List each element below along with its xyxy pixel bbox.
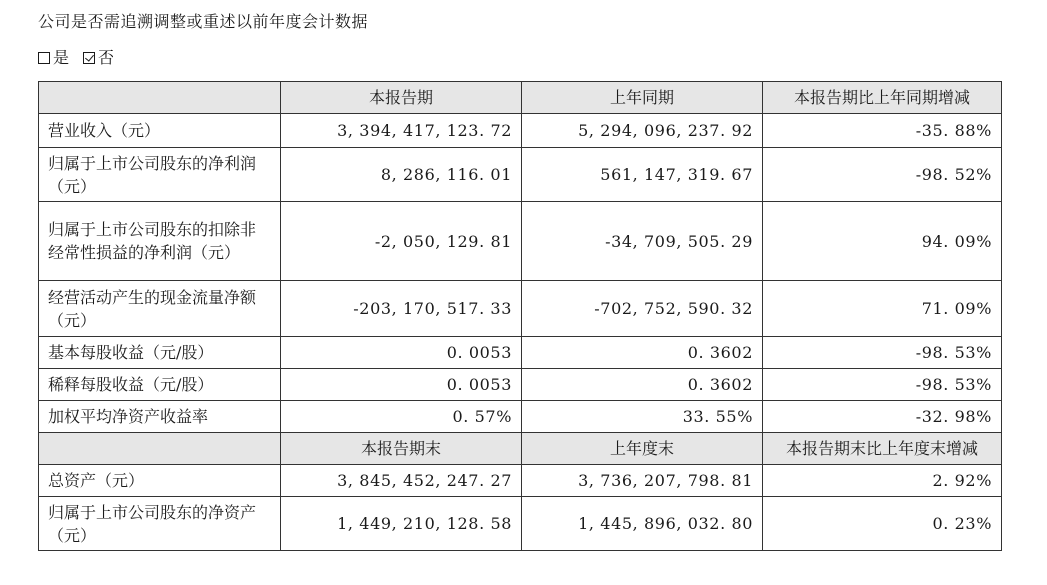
row-label: 稀释每股收益（元/股） — [39, 369, 281, 401]
header-cell-change: 本报告期末比上年度末增减 — [763, 433, 1002, 465]
table-row — [39, 369, 1002, 401]
row-label: 归属于上市公司股东的净利润（元） — [39, 148, 281, 202]
cell-change: 94. 09% — [763, 202, 1002, 281]
header-cell-blank — [39, 433, 281, 465]
table-header-row — [39, 82, 1002, 114]
table-row — [39, 337, 1002, 369]
table-row — [39, 148, 1002, 202]
table-row — [39, 114, 1002, 148]
row-label: 营业收入（元） — [39, 114, 281, 148]
cell-current: 1, 449, 210, 128. 58 — [281, 497, 522, 551]
option-yes[interactable] — [38, 47, 69, 69]
table-row — [39, 281, 1002, 337]
cell-prior: 0. 3602 — [522, 369, 763, 401]
checkbox-unchecked-icon[interactable] — [38, 52, 50, 64]
cell-change: -98. 52% — [763, 148, 1002, 202]
cell-change: -32. 98% — [763, 401, 1002, 433]
cell-prior: 1, 445, 896, 032. 80 — [522, 497, 763, 551]
row-label: 总资产（元） — [39, 465, 281, 497]
cell-current: 0. 0053 — [281, 337, 522, 369]
row-label: 加权平均净资产收益率 — [39, 401, 281, 433]
restatement-options — [38, 47, 114, 69]
header-cell-current-period: 本报告期 — [281, 82, 522, 114]
cell-prior: -702, 752, 590. 32 — [522, 281, 763, 337]
cell-current: 3, 394, 417, 123. 72 — [281, 114, 522, 148]
table-row — [39, 202, 1002, 281]
cell-current: -203, 170, 517. 33 — [281, 281, 522, 337]
header-cell-period-end: 本报告期末 — [281, 433, 522, 465]
option-no[interactable] — [83, 47, 114, 69]
cell-current: 8, 286, 116. 01 — [281, 148, 522, 202]
row-label: 经营活动产生的现金流量净额（元） — [39, 281, 281, 337]
cell-change: 2. 92% — [763, 465, 1002, 497]
header-cell-prior-year-end: 上年度末 — [522, 433, 763, 465]
cell-change: 0. 23% — [763, 497, 1002, 551]
cell-current: 0. 57% — [281, 401, 522, 433]
cell-current: 3, 845, 452, 247. 27 — [281, 465, 522, 497]
cell-prior: -34, 709, 505. 29 — [522, 202, 763, 281]
cell-change: -98. 53% — [763, 369, 1002, 401]
cell-prior: 0. 3602 — [522, 337, 763, 369]
table-row — [39, 401, 1002, 433]
cell-current: -2, 050, 129. 81 — [281, 202, 522, 281]
table-row — [39, 465, 1002, 497]
header-cell-change: 本报告期比上年同期增减 — [763, 82, 1002, 114]
cell-change: -98. 53% — [763, 337, 1002, 369]
section-heading: 公司是否需追溯调整或重述以前年度会计数据 — [38, 12, 369, 31]
table-header-row — [39, 433, 1002, 465]
cell-current: 0. 0053 — [281, 369, 522, 401]
header-cell-blank — [39, 82, 281, 114]
row-label: 归属于上市公司股东的净资产（元） — [39, 497, 281, 551]
key-financial-data-table — [38, 81, 1002, 551]
cell-change: -35. 88% — [763, 114, 1002, 148]
cell-change: 71. 09% — [763, 281, 1002, 337]
cell-prior: 3, 736, 207, 798. 81 — [522, 465, 763, 497]
row-label: 基本每股收益（元/股） — [39, 337, 281, 369]
row-label: 归属于上市公司股东的扣除非经常性损益的净利润（元） — [39, 202, 281, 281]
header-cell-prior-period: 上年同期 — [522, 82, 763, 114]
table-row — [39, 497, 1002, 551]
cell-prior: 561, 147, 319. 67 — [522, 148, 763, 202]
cell-prior: 5, 294, 096, 237. 92 — [522, 114, 763, 148]
option-no-label: 否 — [98, 48, 115, 67]
checkbox-checked-icon[interactable] — [83, 52, 95, 64]
cell-prior: 33. 55% — [522, 401, 763, 433]
option-yes-label: 是 — [53, 48, 70, 67]
